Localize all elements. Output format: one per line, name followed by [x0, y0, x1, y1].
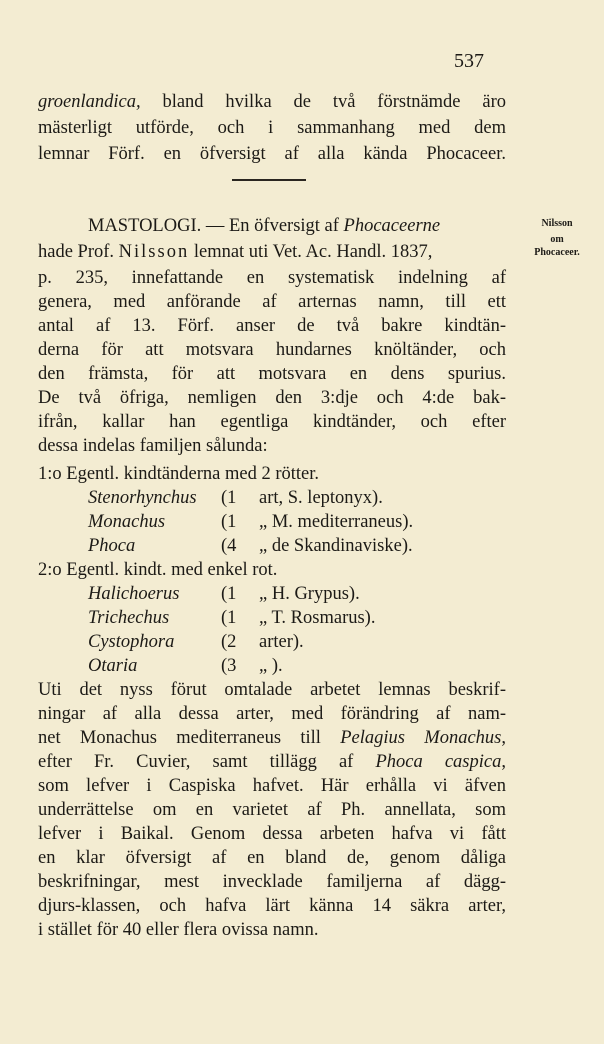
species-desc: „ M. mediterraneus).	[259, 512, 414, 532]
para2-line-4a: efter Fr. Cuvier, samt tillägg af	[38, 752, 376, 772]
taxon-pelagius: Pelagius Monachus	[340, 728, 502, 748]
margin-note-1: Nilsson	[541, 218, 573, 229]
genus-name: Phoca	[88, 536, 136, 556]
genus-name: Cystophora	[88, 632, 175, 652]
para2-line-9: beskrifningar, mest invecklade familjerna af dägg-	[38, 872, 506, 892]
intro-line-2: mästerligt utförde, och i sammanhang med dem	[38, 118, 506, 138]
intro-line-1	[38, 90, 506, 114]
genus-name: Halichoerus	[88, 584, 180, 604]
para2-line-5: som lefver i Caspiska hafvet. Här erhålla vi äfven	[38, 776, 506, 796]
para2-line-10: djurs-klassen, och hafva lärt känna 14 säkra arter,	[38, 896, 506, 916]
para1-line-7: den främsta, för att motsvara en dens spurius.	[38, 364, 506, 384]
para2-line-1: Uti det nyss förut omtalade arbetet lemnas beskrif-	[38, 680, 506, 700]
group-label-2: 2:o Egentl. kindt. med enkel rot.	[38, 560, 278, 580]
page-number: 537	[454, 50, 484, 72]
para1-line-9: ifrån, kallar han egentliga kindtänder, och efter	[38, 412, 506, 432]
author-nilsson: Nilsson	[118, 242, 190, 262]
para2-line-3a: net Monachus mediterraneus till	[38, 728, 341, 748]
para1-line-1-text: — En öfversigt af	[201, 216, 344, 236]
para1-line-2a: hade Prof.	[38, 242, 119, 262]
para2-line-11: i stället för 40 eller flera ovissa namn.	[38, 920, 319, 940]
species-desc: „ T. Rosmarus).	[259, 608, 376, 628]
group-label-1: 1:o Egentl. kindtänderna med 2 rötter.	[38, 464, 320, 484]
species-count: (1	[221, 584, 237, 604]
para1-line-6: derna för att motsvara hundarnes knöltänder, och	[38, 340, 506, 360]
para2-line-3b: ,	[501, 728, 506, 748]
species-desc: „ H. Grypus).	[259, 584, 360, 604]
intro-line-1-text: bland hvilka de två förstnämde äro	[140, 92, 506, 112]
para2-line-6: underrättelse om en varietet af Ph. annellata, som	[38, 800, 506, 820]
para2-line-2: ningar af alla dessa arter, med förändring af nam-	[38, 704, 506, 724]
para2-line-4	[38, 750, 506, 774]
species-count: (1	[221, 608, 237, 628]
intro-line-3: lemnar Förf. en öfversigt af alla kända Phocaceer.	[38, 144, 506, 164]
species-count: (1	[221, 488, 237, 508]
species-desc: art, S. leptonyx).	[259, 488, 383, 508]
para2-line-4b: ,	[501, 752, 506, 772]
taxon-phocaceerne: Phocaceerne	[343, 216, 441, 236]
genus-name: Stenorhynchus	[88, 488, 197, 508]
genus-name: Monachus	[88, 512, 166, 532]
margin-note-2: om	[550, 234, 564, 245]
species-count: (2	[221, 632, 237, 652]
para1-line-10: dessa indelas familjen sålunda:	[38, 436, 268, 456]
para1-line-1	[88, 214, 506, 238]
species-count: (4	[221, 536, 237, 556]
species-desc: „ de Skandinaviske).	[259, 536, 413, 556]
para1-line-3: p. 235, innefattande en systematisk indelning af	[38, 268, 506, 288]
species-count: (1	[221, 512, 237, 532]
species-name: groenlandica,	[38, 92, 141, 112]
para2-line-3	[38, 726, 506, 750]
para1-line-8: De två öfriga, nemligen den 3:dje och 4:de bak-	[38, 388, 506, 408]
species-desc: „ ).	[259, 656, 283, 676]
para2-line-8: en klar öfversigt af en bland de, genom dåliga	[38, 848, 506, 868]
genus-name: Trichechus	[88, 608, 170, 628]
para1-line-5: antal af 13. Förf. anser de två bakre kindtän-	[38, 316, 506, 336]
para1-line-2b: lemnat uti Vet. Ac. Handl. 1837,	[189, 242, 433, 262]
species-desc: arter).	[259, 632, 304, 652]
para1-line-2	[38, 240, 506, 264]
para2-line-7: lefver i Baikal. Genom dessa arbeten hafva vi fått	[38, 824, 506, 844]
genus-name: Otaria	[88, 656, 138, 676]
species-count: (3	[221, 656, 237, 676]
margin-note-3: Phocaceer.	[534, 247, 580, 258]
para1-line-4: genera, med anförande af arternas namn, till ett	[38, 292, 506, 312]
section-heading: MASTOLOGI.	[88, 216, 202, 236]
taxon-phoca-caspica: Phoca caspica	[375, 752, 502, 772]
section-divider	[232, 179, 306, 181]
